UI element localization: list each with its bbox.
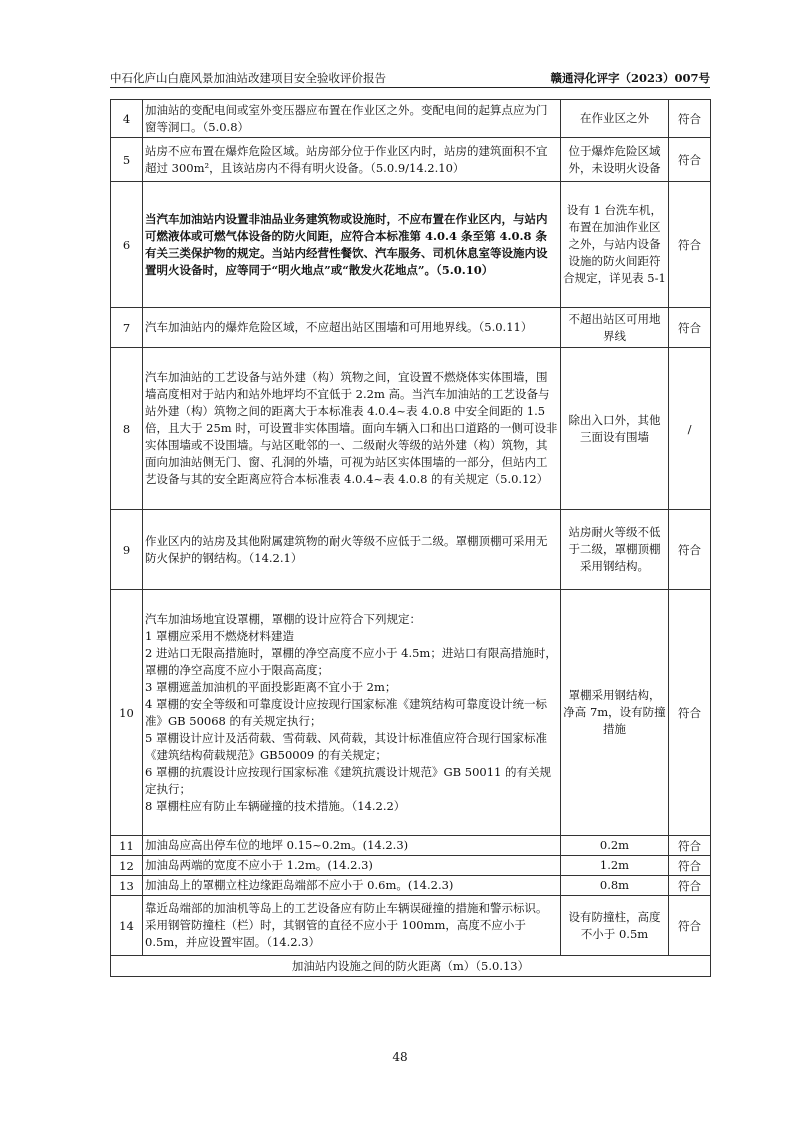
header-divider [110, 87, 710, 88]
result-cell: 符合 [669, 590, 711, 836]
requirement-cell [143, 510, 561, 590]
table-row [111, 138, 711, 182]
actual-condition-cell: 站房耐火等级不低于二级，罩棚顶棚采用钢结构。 [561, 510, 669, 590]
requirement-cell [143, 856, 561, 876]
table-row [111, 896, 711, 956]
table-row [111, 182, 711, 308]
table-caption-row [111, 956, 711, 977]
requirement-text: 加油站的变配电间或室外变压器应布置在作业区之外。变配电间的起算点应为门窗等洞口。（5.0.8） [145, 102, 548, 134]
actual-condition-cell: 设有防撞柱，高度不小于 0.5m [561, 896, 669, 956]
table-body [111, 100, 711, 977]
row-number: 11 [111, 836, 143, 856]
table-row [111, 876, 711, 896]
row-number: 14 [111, 896, 143, 956]
row-number: 7 [111, 308, 143, 348]
actual-condition-cell: 1.2m [561, 856, 669, 876]
requirement-text: 6 罩棚的抗震设计应按现行国家标准《建筑抗震设计规范》GB 50011 的有关规定执行； [145, 764, 552, 796]
requirement-text: 汽车加油站内的爆炸危险区域，不应超出站区围墙和可用地界线。（5.0.11） [145, 320, 533, 334]
actual-condition-cell: 罩棚采用钢结构，净高 7m，设有防撞措施 [561, 590, 669, 836]
actual-condition-cell: 除出入口外，其他三面设有围墙 [561, 348, 669, 510]
row-number: 13 [111, 876, 143, 896]
actual-condition-cell: 0.8m [561, 876, 669, 896]
table-row [111, 348, 711, 510]
requirement-text: 站房不应布置在爆炸危险区域。站房部分位于作业区内时，站房的建筑面积不宜超过 300m²，且该站房内不得有明火设备。（5.0.9/14.2.10） [145, 143, 548, 175]
result-cell: 符合 [669, 856, 711, 876]
safety-check-table [110, 99, 711, 977]
requirement-cell [143, 348, 561, 510]
report-number: 赣通浔化评字（2023）007号 [550, 71, 710, 85]
requirement-text: 汽车加油场地宜设罩棚，罩棚的设计应符合下列规定： [145, 611, 421, 626]
requirement-text: 汽车加油站的工艺设备与站外建（构）筑物之间，宜设置不燃烧体实体围墙，围墙高度相对于站内和站外地坪均不宜低于 2.2m 高。当汽车加油站的工艺设备与站外建（构）筑物之间的距离大于本标准表 4.0.4~表 4.0.8 中安全间距的 1.5 倍，且大于 25m 时，可设置非实体围墙。面向车辆入口和出口道路的一侧可设非实体围墙或不设围墙。与站区毗邻的一、二级耐火等级的站外建（构）筑物，其面向加油站侧无门、窗、孔洞的外墙，可视为站区实体围墙的一部分，但站内工艺设备与其的安全距离应符合本标准表 4.0.4~表 4.0.8 的有关规定（5.0.12） [145, 370, 558, 486]
actual-condition-cell: 在作业区之外 [561, 100, 669, 138]
requirement-cell [143, 308, 561, 348]
requirement-cell [143, 896, 561, 956]
row-number: 9 [111, 510, 143, 590]
actual-condition-cell: 不超出站区可用地界线 [561, 308, 669, 348]
table-row [111, 856, 711, 876]
requirement-text: 加油岛上的罩棚立柱边缘距岛端部不应小于 0.6m。(14.2.3) [145, 878, 454, 892]
requirement-text: 靠近岛端部的加油机等岛上的工艺设备应有防止车辆误碰撞的措施和警示标识。采用钢管防撞柱（栏）时，其钢管的直径不应小于 100mm，高度不应小于 0.5m，并应设置牢固。（14.2.3） [145, 901, 548, 949]
requirement-cell [143, 836, 561, 856]
requirement-text: 加油岛两端的宽度不应小于 1.2m。(14.2.3) [145, 858, 373, 872]
requirement-cell [143, 100, 561, 138]
actual-condition-cell: 位于爆炸危险区域外，未设明火设备 [561, 138, 669, 182]
requirement-cell [143, 876, 561, 896]
result-cell: 符合 [669, 896, 711, 956]
result-cell: 符合 [669, 836, 711, 856]
page-header [110, 70, 710, 86]
result-cell: 符合 [669, 308, 711, 348]
requirement-text: 8 罩棚柱应有防止车辆碰撞的技术措施。（14.2.2） [145, 798, 406, 813]
report-title: 中石化庐山白鹿风景加油站改建项目安全验收评价报告 [110, 71, 386, 85]
row-number: 10 [111, 590, 143, 836]
row-number: 4 [111, 100, 143, 138]
requirement-cell [143, 590, 561, 836]
row-number: 6 [111, 182, 143, 308]
table-row [111, 590, 711, 836]
result-cell: 符合 [669, 100, 711, 138]
actual-condition-cell: 设有 1 台洗车机，布置在加油作业区之外，与站内设备设施的防火间距符合规定，详见表 5-1 [561, 182, 669, 308]
requirement-cell [143, 138, 561, 182]
requirement-text: 5 罩棚设计应计及活荷载、雪荷载、风荷载，其设计标准值应符合现行国家标准《建筑结构荷载规范》GB50009 的有关规定； [145, 730, 547, 762]
table-row [111, 836, 711, 856]
table-row [111, 510, 711, 590]
result-cell: 符合 [669, 138, 711, 182]
result-cell: / [669, 348, 711, 510]
requirement-text: 2 进站口无限高措施时，罩棚的净空高度不应小于 4.5m；进站口有限高措施时，罩棚的净空高度不应小于限高高度； [145, 645, 557, 677]
row-number: 12 [111, 856, 143, 876]
table-caption: 加油站内设施之间的防火距离（m）（5.0.13） [111, 956, 711, 977]
requirement-text: 当汽车加油站内设置非油品业务建筑物或设施时，不应布置在作业区内，与站内可燃液体或可燃气体设备的防火间距，应符合本标准第 4.0.4 条至第 4.0.8 条有关三类保护物的规定。当站内经营性餐饮、汽车服务、司机休息室等设施内设置明火设备时，应等同于“明火地点”或“散发火花地点”。（5.0.10） [145, 211, 548, 277]
requirement-text: 4 罩棚的安全等级和可靠度设计应按现行国家标准《建筑结构可靠度设计统一标准》GB 50068 的有关规定执行； [145, 696, 547, 728]
page-number: 48 [392, 1050, 408, 1064]
actual-condition-cell: 0.2m [561, 836, 669, 856]
requirement-text: 加油岛应高出停车位的地坪 0.15~0.2m。(14.2.3) [145, 838, 409, 852]
requirement-text: 1 罩棚应采用不燃烧材料建造 [145, 628, 294, 643]
table-row [111, 100, 711, 138]
result-cell: 符合 [669, 182, 711, 308]
row-number: 8 [111, 348, 143, 510]
result-cell: 符合 [669, 510, 711, 590]
result-cell: 符合 [669, 876, 711, 896]
requirement-cell [143, 182, 561, 308]
requirement-text: 作业区内的站房及其他附属建筑物的耐火等级不应低于二级。罩棚顶棚可采用无防火保护的钢结构。（14.2.1） [145, 533, 548, 565]
table-row [111, 308, 711, 348]
requirement-text: 3 罩棚遮盖加油机的平面投影距离不宜小于 2m； [145, 679, 397, 694]
row-number: 5 [111, 138, 143, 182]
